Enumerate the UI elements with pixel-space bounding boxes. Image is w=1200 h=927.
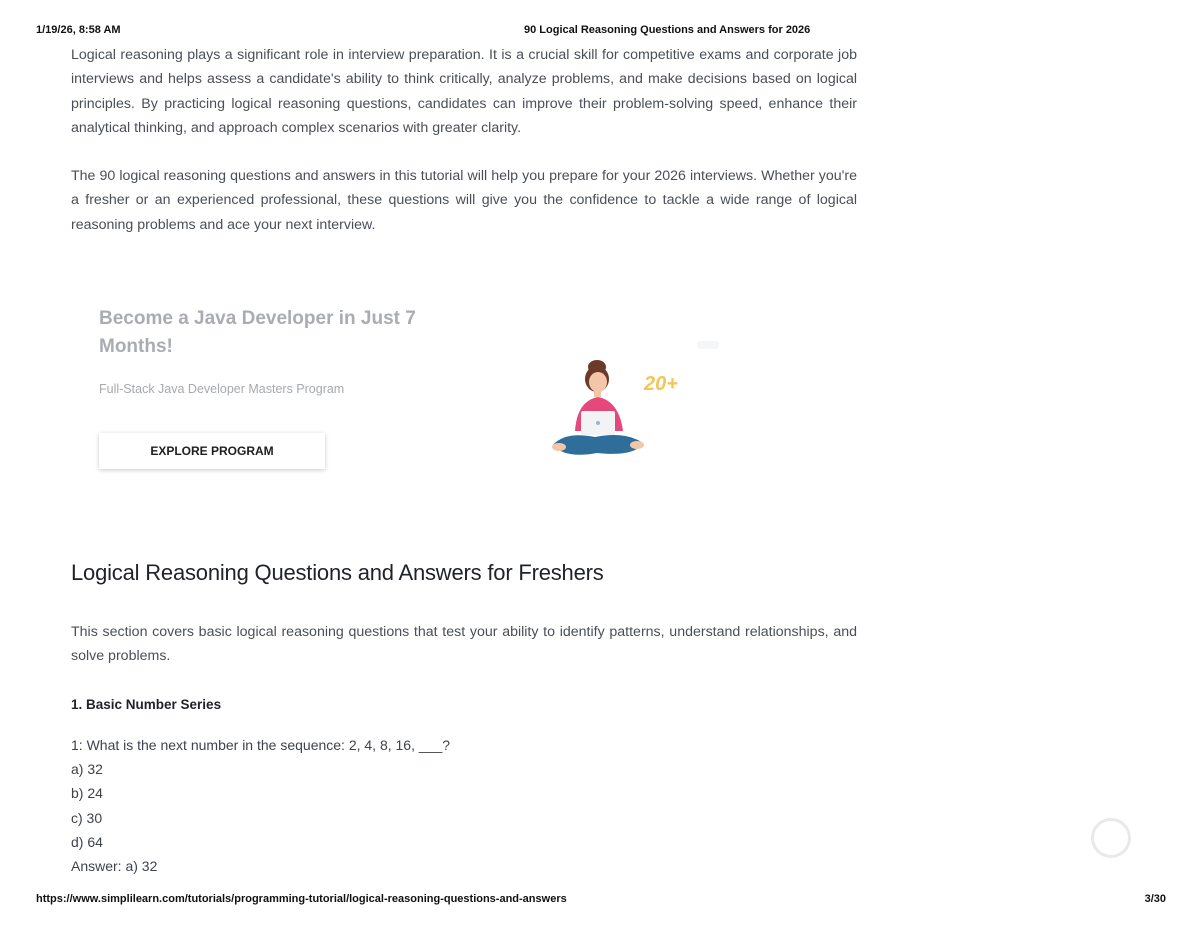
intro-paragraph: The 90 logical reasoning questions and answers in this tutorial will help you prepare for your 2026 interviews. Whether you're a fresher or an experienced professional, these questions will give you the confidence to tackle a wide range of logical reasoning problems and ace your next interview. xyxy=(71,168,857,233)
chat-bubble-icon[interactable] xyxy=(1091,818,1131,858)
woman-with-laptop-illustration xyxy=(545,335,735,465)
option-a: a) 32 xyxy=(71,761,103,778)
section-heading: Logical Reasoning Questions and Answers for Freshers xyxy=(71,560,604,585)
print-header xyxy=(0,24,1200,38)
intro-paragraph: Logical reasoning plays a significant role in interview preparation. It is a crucial skill for competitive exams and corporate job interviews and helps assess a candidate's ability to think critically, analyze problems, and make decisions based on logical principles. By practicing logical reasoning questions, candidates can improve their problem-solving speed, enhance their analytical thinking, and approach complex scenarios with greater clarity. xyxy=(71,47,857,137)
question-block xyxy=(71,733,450,878)
section-intro: This section covers basic logical reasoning questions that test your ability to identify patterns, understand relationships, and solve problems. xyxy=(71,624,857,665)
years-badge: 20+ xyxy=(644,373,678,395)
option-d: d) 64 xyxy=(71,833,103,850)
explore-program-button[interactable]: EXPLORE PROGRAM xyxy=(99,433,325,469)
page-number: 3/30 xyxy=(1144,893,1166,905)
question-text: 1: What is the next number in the sequence: 2, 4, 8, 16, ___? xyxy=(71,737,451,753)
answer-text: Answer: a) 32 xyxy=(71,858,158,875)
print-page-title: 90 Logical Reasoning Questions and Answers for 2026 xyxy=(524,24,811,36)
print-date: 1/19/26, 8:58 AM xyxy=(36,24,121,36)
promo-title: Become a Java Developer in Just 7 Months! xyxy=(99,308,416,357)
option-c: c) 30 xyxy=(71,809,103,826)
question-group-heading: 1. Basic Number Series xyxy=(71,697,222,712)
option-b: b) 24 xyxy=(71,785,103,802)
promo-banner xyxy=(99,305,759,480)
print-footer xyxy=(0,893,1200,907)
promo-subtitle: Full-Stack Java Developer Masters Program xyxy=(99,382,345,396)
print-url: https://www.simplilearn.com/tutorials/programming-tutorial/logical-reasoning-questions-and-answers xyxy=(36,893,567,905)
